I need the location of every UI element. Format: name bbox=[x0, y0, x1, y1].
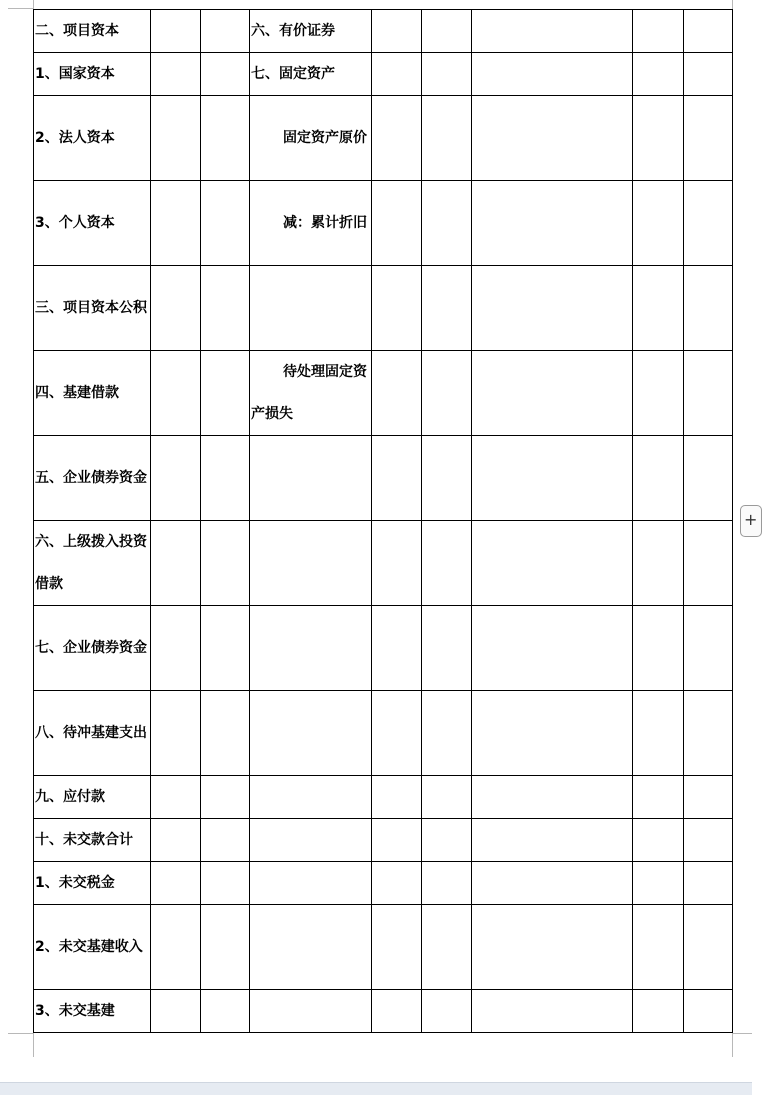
asset-label-cell[interactable] bbox=[250, 691, 372, 776]
asset-label-cell[interactable] bbox=[250, 776, 372, 819]
item-label-cell[interactable]: 四、基建借款 bbox=[34, 351, 151, 436]
item-label-cell[interactable]: 八、待冲基建支出 bbox=[34, 691, 151, 776]
value-cell[interactable] bbox=[684, 10, 733, 53]
value-cell[interactable] bbox=[201, 905, 250, 990]
table-row bbox=[34, 990, 733, 1033]
value-cell[interactable] bbox=[472, 266, 633, 351]
table-row bbox=[34, 776, 733, 819]
item-label-cell[interactable]: 2、法人资本 bbox=[34, 96, 151, 181]
value-cell[interactable] bbox=[684, 990, 733, 1033]
value-cell[interactable] bbox=[422, 521, 472, 606]
asset-label-cell[interactable]: 六、有价证券 bbox=[250, 10, 372, 53]
value-cell[interactable] bbox=[633, 819, 684, 862]
value-cell[interactable] bbox=[472, 990, 633, 1033]
value-cell[interactable] bbox=[472, 96, 633, 181]
value-cell[interactable] bbox=[201, 776, 250, 819]
item-label-cell[interactable]: 七、企业债券资金 bbox=[34, 606, 151, 691]
value-cell[interactable] bbox=[422, 990, 472, 1033]
value-cell[interactable] bbox=[422, 266, 472, 351]
crop-mark-top-right-v bbox=[732, 0, 733, 9]
table-row bbox=[34, 862, 733, 905]
value-cell[interactable] bbox=[201, 990, 250, 1033]
value-cell[interactable] bbox=[422, 862, 472, 905]
value-cell[interactable] bbox=[372, 905, 422, 990]
value-cell[interactable] bbox=[684, 351, 733, 436]
value-cell[interactable] bbox=[201, 266, 250, 351]
item-label-cell[interactable]: 三、项目资本公积 bbox=[34, 266, 151, 351]
value-cell[interactable] bbox=[201, 436, 250, 521]
value-cell[interactable] bbox=[151, 351, 201, 436]
table-row bbox=[34, 521, 733, 606]
table-row bbox=[34, 53, 733, 96]
plus-icon: + bbox=[744, 510, 758, 529]
value-cell[interactable] bbox=[633, 606, 684, 691]
value-cell[interactable] bbox=[422, 691, 472, 776]
value-cell[interactable] bbox=[472, 905, 633, 990]
value-cell[interactable] bbox=[633, 776, 684, 819]
value-cell[interactable] bbox=[151, 181, 201, 266]
table-row bbox=[34, 351, 733, 436]
value-cell[interactable] bbox=[633, 96, 684, 181]
value-cell[interactable] bbox=[201, 181, 250, 266]
value-cell[interactable] bbox=[422, 10, 472, 53]
value-cell[interactable] bbox=[472, 776, 633, 819]
value-cell[interactable] bbox=[422, 606, 472, 691]
crop-mark-bottom-right-h bbox=[733, 1033, 752, 1034]
value-cell[interactable] bbox=[422, 905, 472, 990]
table-row bbox=[34, 606, 733, 691]
value-cell[interactable] bbox=[372, 819, 422, 862]
value-cell[interactable] bbox=[151, 905, 201, 990]
value-cell[interactable] bbox=[472, 521, 633, 606]
value-cell[interactable] bbox=[633, 691, 684, 776]
value-cell[interactable] bbox=[684, 819, 733, 862]
item-label-cell[interactable]: 3、个人资本 bbox=[34, 181, 151, 266]
value-cell[interactable] bbox=[372, 776, 422, 819]
value-cell[interactable] bbox=[151, 990, 201, 1033]
table-row bbox=[34, 691, 733, 776]
crop-mark-top-left-v bbox=[33, 0, 34, 9]
value-cell[interactable] bbox=[633, 351, 684, 436]
expand-panel-button[interactable] bbox=[740, 505, 762, 537]
asset-label-cell[interactable] bbox=[250, 266, 372, 351]
item-label-cell[interactable]: 2、未交基建收入 bbox=[34, 905, 151, 990]
table-row bbox=[34, 266, 733, 351]
value-cell[interactable] bbox=[684, 53, 733, 96]
value-cell[interactable] bbox=[422, 351, 472, 436]
value-cell[interactable] bbox=[372, 266, 422, 351]
value-cell[interactable] bbox=[684, 436, 733, 521]
value-cell[interactable] bbox=[422, 436, 472, 521]
value-cell[interactable] bbox=[201, 351, 250, 436]
value-cell[interactable] bbox=[633, 181, 684, 266]
asset-label-cell[interactable] bbox=[250, 990, 372, 1033]
value-cell[interactable] bbox=[633, 990, 684, 1033]
asset-label-cell[interactable]: 减：累计折旧 bbox=[250, 181, 372, 266]
value-cell[interactable] bbox=[151, 606, 201, 691]
value-cell[interactable] bbox=[684, 691, 733, 776]
value-cell[interactable] bbox=[684, 266, 733, 351]
asset-label-cell[interactable] bbox=[250, 606, 372, 691]
asset-label-cell[interactable]: 七、固定资产 bbox=[250, 53, 372, 96]
table-row bbox=[34, 10, 733, 53]
value-cell[interactable] bbox=[372, 436, 422, 521]
crop-mark-top-left-h bbox=[8, 8, 33, 9]
value-cell[interactable] bbox=[684, 181, 733, 266]
value-cell[interactable] bbox=[151, 53, 201, 96]
value-cell[interactable] bbox=[151, 862, 201, 905]
value-cell[interactable] bbox=[151, 521, 201, 606]
table-row bbox=[34, 96, 733, 181]
crop-mark-bottom-left-v bbox=[33, 1033, 34, 1057]
value-cell[interactable] bbox=[633, 905, 684, 990]
value-cell[interactable] bbox=[422, 181, 472, 266]
value-cell[interactable] bbox=[472, 53, 633, 96]
table-row bbox=[34, 819, 733, 862]
item-label-cell[interactable]: 九、应付款 bbox=[34, 776, 151, 819]
value-cell[interactable] bbox=[372, 606, 422, 691]
balance-sheet-table bbox=[33, 9, 733, 1033]
value-cell[interactable] bbox=[151, 436, 201, 521]
value-cell[interactable] bbox=[422, 53, 472, 96]
value-cell[interactable] bbox=[472, 606, 633, 691]
value-cell[interactable] bbox=[472, 10, 633, 53]
value-cell[interactable] bbox=[633, 53, 684, 96]
value-cell[interactable] bbox=[151, 266, 201, 351]
asset-label-cell[interactable]: 固定资产原价 bbox=[250, 96, 372, 181]
value-cell[interactable] bbox=[372, 181, 422, 266]
crop-mark-bottom-right-v bbox=[732, 1033, 733, 1057]
value-cell[interactable] bbox=[151, 819, 201, 862]
item-label-cell[interactable]: 六、上级拨入投资借款 bbox=[34, 521, 151, 606]
value-cell[interactable] bbox=[201, 819, 250, 862]
value-cell[interactable] bbox=[422, 776, 472, 819]
asset-label-cell[interactable] bbox=[250, 819, 372, 862]
value-cell[interactable] bbox=[472, 181, 633, 266]
value-cell[interactable] bbox=[201, 96, 250, 181]
asset-label-cell[interactable] bbox=[250, 905, 372, 990]
item-label-cell[interactable]: 3、未交基建 bbox=[34, 990, 151, 1033]
value-cell[interactable] bbox=[633, 436, 684, 521]
value-cell[interactable] bbox=[201, 10, 250, 53]
crop-mark-bottom-left-h bbox=[8, 1033, 33, 1034]
value-cell[interactable] bbox=[372, 862, 422, 905]
table-row bbox=[34, 436, 733, 521]
item-label-cell[interactable]: 五、企业债券资金 bbox=[34, 436, 151, 521]
item-label-cell[interactable]: 1、未交税金 bbox=[34, 862, 151, 905]
asset-label-cell[interactable] bbox=[250, 436, 372, 521]
value-cell[interactable] bbox=[633, 862, 684, 905]
item-label-cell[interactable]: 1、国家资本 bbox=[34, 53, 151, 96]
value-cell[interactable] bbox=[372, 691, 422, 776]
status-bar bbox=[0, 1082, 752, 1095]
value-cell[interactable] bbox=[201, 606, 250, 691]
value-cell[interactable] bbox=[201, 862, 250, 905]
value-cell[interactable] bbox=[372, 351, 422, 436]
asset-label-cell[interactable] bbox=[250, 521, 372, 606]
value-cell[interactable] bbox=[151, 691, 201, 776]
value-cell[interactable] bbox=[472, 819, 633, 862]
asset-label-cell[interactable]: 待处理固定资产损失 bbox=[250, 351, 372, 436]
value-cell[interactable] bbox=[684, 606, 733, 691]
value-cell[interactable] bbox=[151, 776, 201, 819]
table-row bbox=[34, 181, 733, 266]
value-cell[interactable] bbox=[472, 351, 633, 436]
value-cell[interactable] bbox=[684, 521, 733, 606]
value-cell[interactable] bbox=[472, 436, 633, 521]
value-cell[interactable] bbox=[684, 776, 733, 819]
value-cell[interactable] bbox=[151, 96, 201, 181]
value-cell[interactable] bbox=[201, 53, 250, 96]
value-cell[interactable] bbox=[633, 10, 684, 53]
value-cell[interactable] bbox=[633, 266, 684, 351]
value-cell[interactable] bbox=[684, 862, 733, 905]
value-cell[interactable] bbox=[472, 862, 633, 905]
value-cell[interactable] bbox=[684, 96, 733, 181]
value-cell[interactable] bbox=[372, 10, 422, 53]
value-cell[interactable] bbox=[201, 521, 250, 606]
value-cell[interactable] bbox=[422, 819, 472, 862]
value-cell[interactable] bbox=[684, 905, 733, 990]
value-cell[interactable] bbox=[151, 10, 201, 53]
value-cell[interactable] bbox=[372, 96, 422, 181]
value-cell[interactable] bbox=[372, 521, 422, 606]
value-cell[interactable] bbox=[633, 521, 684, 606]
value-cell[interactable] bbox=[422, 96, 472, 181]
asset-label-cell[interactable] bbox=[250, 862, 372, 905]
value-cell[interactable] bbox=[472, 691, 633, 776]
value-cell[interactable] bbox=[372, 53, 422, 96]
item-label-cell[interactable]: 二、项目资本 bbox=[34, 10, 151, 53]
value-cell[interactable] bbox=[201, 691, 250, 776]
value-cell[interactable] bbox=[372, 990, 422, 1033]
table-row bbox=[34, 905, 733, 990]
item-label-cell[interactable]: 十、未交款合计 bbox=[34, 819, 151, 862]
